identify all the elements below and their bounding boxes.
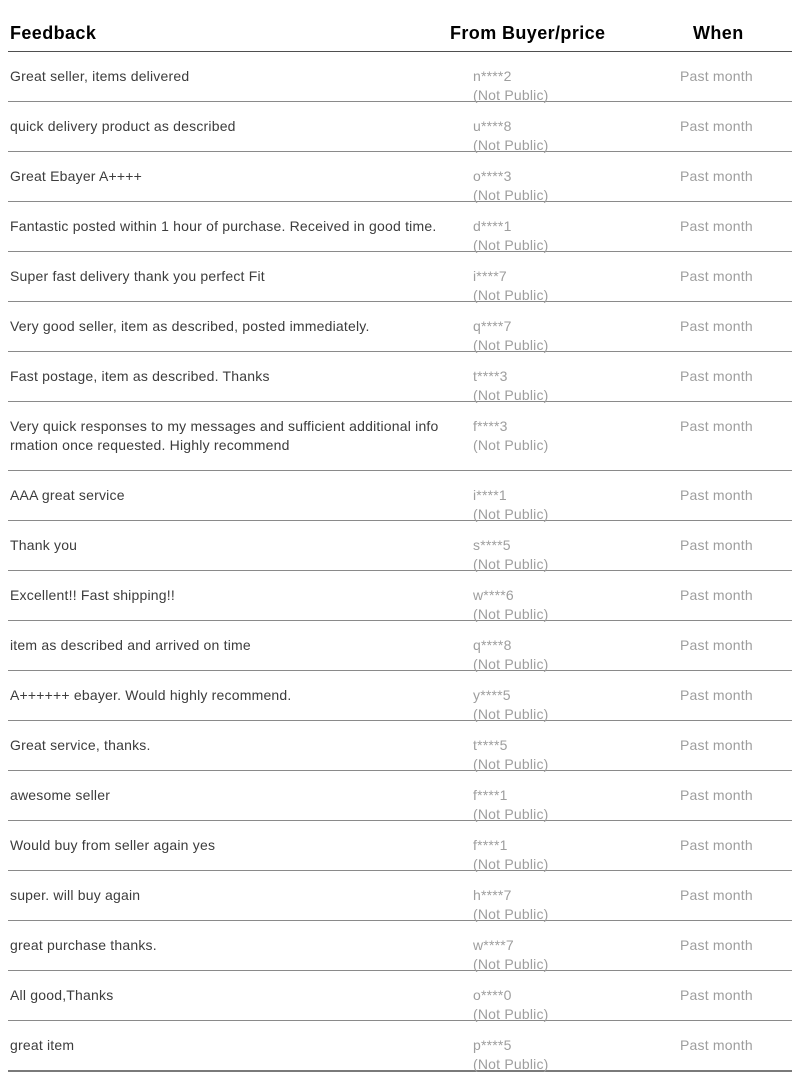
feedback-when-label: Past month (680, 937, 753, 953)
buyer-masked-id: w****6 (473, 587, 514, 603)
feedback-comment-text: super. will buy again (10, 887, 141, 903)
feedback-when-label: Past month (680, 418, 753, 434)
buyer-cell (473, 721, 680, 772)
feedback-when-label: Past month (680, 368, 753, 384)
column-header-from-buyer-price: From Buyer/price (450, 23, 606, 43)
feedback-comment-text: quick delivery product as described (10, 118, 236, 134)
buyer-masked-id: o****0 (473, 987, 512, 1003)
feedback-when-label: Past month (680, 787, 753, 803)
feedback-when-label: Past month (680, 218, 753, 234)
buyer-cell (473, 352, 680, 403)
buyer-cell (473, 771, 680, 822)
buyer-privacy-note: (Not Public) (473, 706, 549, 722)
feedback-when-label: Past month (680, 268, 753, 284)
feedback-comment-text: Great service, thanks. (10, 737, 151, 753)
table-row (8, 152, 792, 202)
buyer-masked-id: p****5 (473, 1037, 512, 1053)
buyer-cell (473, 871, 680, 922)
feedback-comment-text: Thank you (10, 537, 78, 553)
buyer-cell (473, 521, 680, 572)
feedback-table (8, 0, 792, 1072)
feedback-when-label: Past month (680, 168, 753, 184)
buyer-privacy-note: (Not Public) (473, 856, 549, 872)
feedback-when-label: Past month (680, 737, 753, 753)
buyer-cell (473, 821, 680, 872)
buyer-masked-id: w****7 (473, 937, 514, 953)
buyer-cell (473, 102, 680, 153)
feedback-comment-text: Super fast delivery thank you perfect Fit (10, 268, 265, 284)
feedback-table-body (8, 52, 792, 1072)
feedback-comment-text: Very quick responses to my messages and sufficient additional information once requested. Highly recommend (10, 418, 439, 453)
feedback-comment-text: Fantastic posted within 1 hour of purchase. Received in good time. (10, 218, 437, 234)
buyer-privacy-note: (Not Public) (473, 606, 549, 622)
feedback-when-label: Past month (680, 118, 753, 134)
buyer-masked-id: h****7 (473, 887, 512, 903)
table-row (8, 521, 792, 571)
buyer-privacy-note: (Not Public) (473, 906, 549, 922)
feedback-when-label: Past month (680, 318, 753, 334)
feedback-table-header (8, 0, 792, 52)
feedback-comment-text: Great seller, items delivered (10, 68, 190, 84)
buyer-masked-id: s****5 (473, 537, 511, 553)
buyer-cell (473, 621, 680, 672)
feedback-when-label: Past month (680, 1037, 753, 1053)
buyer-masked-id: d****1 (473, 218, 512, 234)
buyer-masked-id: o****3 (473, 168, 512, 184)
table-row (8, 971, 792, 1021)
feedback-when-label: Past month (680, 587, 753, 603)
table-row (8, 871, 792, 921)
buyer-privacy-note: (Not Public) (473, 437, 549, 453)
feedback-comment-text: All good,Thanks (10, 987, 114, 1003)
buyer-masked-id: f****1 (473, 837, 508, 853)
buyer-cell (473, 302, 680, 353)
buyer-privacy-note: (Not Public) (473, 556, 549, 572)
table-row (8, 352, 792, 402)
buyer-privacy-note: (Not Public) (473, 287, 549, 303)
buyer-cell (473, 402, 680, 453)
feedback-comment-text: awesome seller (10, 787, 111, 803)
column-header-feedback: Feedback (10, 23, 97, 43)
buyer-cell (473, 252, 680, 303)
buyer-privacy-note: (Not Public) (473, 387, 549, 403)
buyer-privacy-note: (Not Public) (473, 506, 549, 522)
table-row (8, 621, 792, 671)
buyer-cell (473, 1021, 680, 1072)
feedback-comment-text: item as described and arrived on time (10, 637, 251, 653)
buyer-cell (473, 471, 680, 522)
feedback-when-label: Past month (680, 68, 753, 84)
table-row (8, 202, 792, 252)
table-row (8, 1021, 792, 1072)
buyer-masked-id: f****3 (473, 418, 508, 434)
feedback-when-label: Past month (680, 637, 753, 653)
table-row (8, 52, 792, 102)
buyer-privacy-note: (Not Public) (473, 756, 549, 772)
buyer-cell (473, 971, 680, 1022)
column-header-when: When (693, 23, 744, 43)
table-row (8, 671, 792, 721)
buyer-privacy-note: (Not Public) (473, 87, 549, 103)
buyer-masked-id: y****5 (473, 687, 511, 703)
buyer-cell (473, 202, 680, 253)
buyer-cell (473, 571, 680, 622)
feedback-when-label: Past month (680, 487, 753, 503)
table-row (8, 921, 792, 971)
table-row (8, 252, 792, 302)
buyer-cell (473, 921, 680, 972)
feedback-comment-text: Excellent!! Fast shipping!! (10, 587, 175, 603)
buyer-cell (473, 671, 680, 722)
buyer-masked-id: q****7 (473, 318, 512, 334)
table-row (8, 571, 792, 621)
feedback-comment-text: Would buy from seller again yes (10, 837, 216, 853)
buyer-privacy-note: (Not Public) (473, 237, 549, 253)
buyer-masked-id: t****5 (473, 737, 508, 753)
feedback-comment-text: Great Ebayer A++++ (10, 168, 143, 184)
feedback-comment-text: Fast postage, item as described. Thanks (10, 368, 270, 384)
feedback-when-label: Past month (680, 987, 753, 1003)
table-row (8, 721, 792, 771)
buyer-masked-id: q****8 (473, 637, 512, 653)
buyer-privacy-note: (Not Public) (473, 1056, 549, 1072)
buyer-privacy-note: (Not Public) (473, 337, 549, 353)
table-row (8, 302, 792, 352)
buyer-privacy-note: (Not Public) (473, 1006, 549, 1022)
feedback-when-label: Past month (680, 837, 753, 853)
buyer-cell (473, 52, 680, 103)
buyer-privacy-note: (Not Public) (473, 137, 549, 153)
buyer-masked-id: i****1 (473, 487, 507, 503)
table-row (8, 102, 792, 152)
feedback-comment-text: Very good seller, item as described, posted immediately. (10, 318, 370, 334)
table-row (8, 771, 792, 821)
buyer-masked-id: i****7 (473, 268, 507, 284)
buyer-privacy-note: (Not Public) (473, 956, 549, 972)
feedback-when-label: Past month (680, 537, 753, 553)
buyer-masked-id: u****8 (473, 118, 512, 134)
feedback-when-label: Past month (680, 887, 753, 903)
feedback-comment-text: AAA great service (10, 487, 125, 503)
feedback-comment-text: great item (10, 1037, 75, 1053)
buyer-privacy-note: (Not Public) (473, 187, 549, 203)
feedback-comment-text: great purchase thanks. (10, 937, 157, 953)
buyer-masked-id: f****1 (473, 787, 508, 803)
table-row (8, 471, 792, 521)
buyer-masked-id: n****2 (473, 68, 512, 84)
feedback-when-label: Past month (680, 687, 753, 703)
buyer-privacy-note: (Not Public) (473, 806, 549, 822)
table-row (8, 402, 792, 471)
table-row (8, 821, 792, 871)
buyer-cell (473, 152, 680, 203)
buyer-privacy-note: (Not Public) (473, 656, 549, 672)
buyer-masked-id: t****3 (473, 368, 508, 384)
feedback-comment-text: A++++++ ebayer. Would highly recommend. (10, 687, 292, 703)
